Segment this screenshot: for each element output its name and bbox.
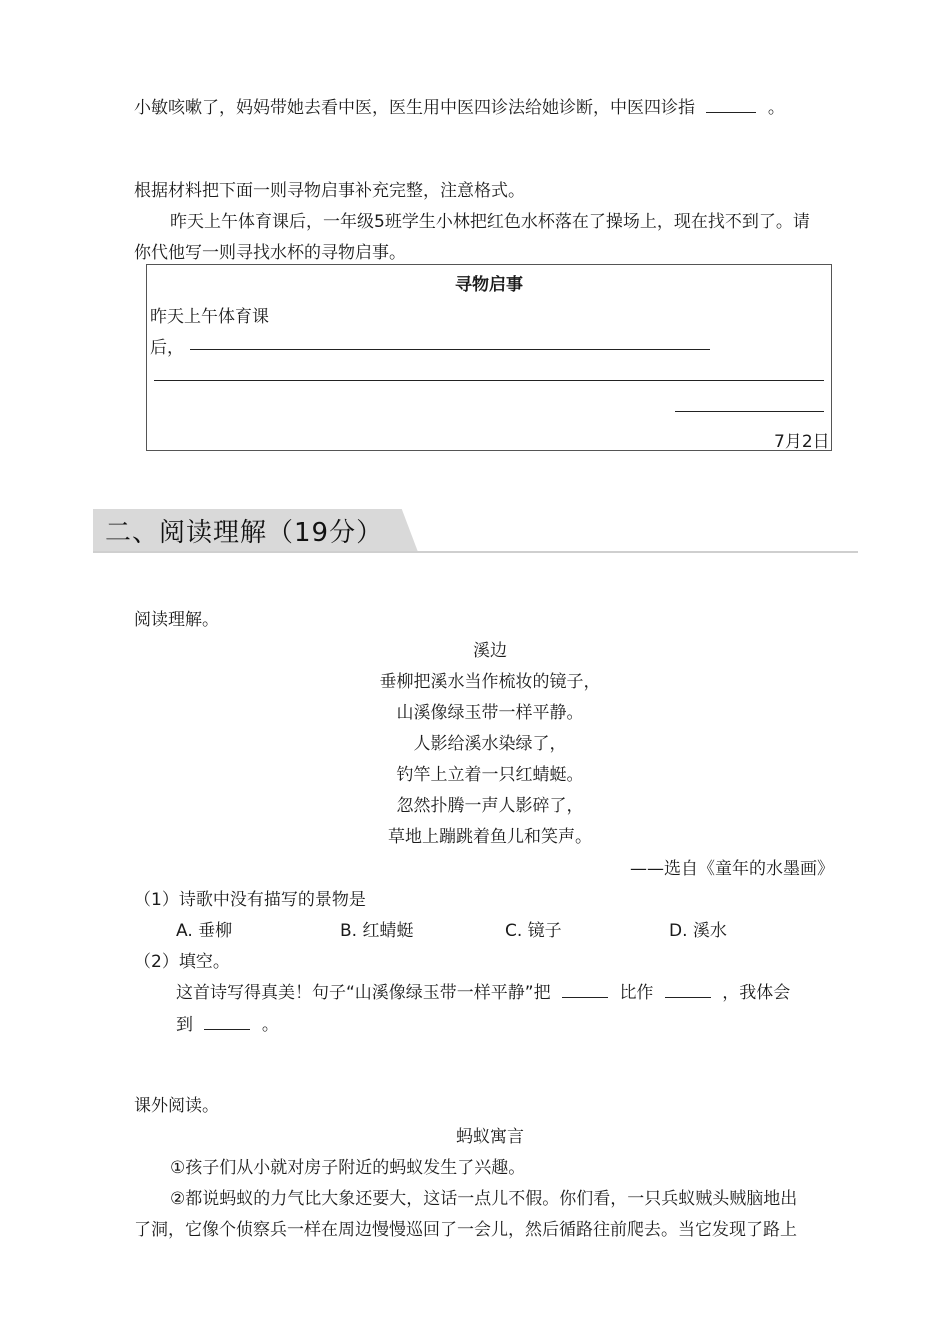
notice-answer-line-2[interactable] (154, 380, 824, 381)
q2-blank-1[interactable] (562, 997, 608, 998)
section-header (93, 509, 858, 553)
notice-material-line1: 昨天上午体育课后，一年级5班学生小林把红色水杯落在了操场上，现在找不到了。请 (170, 212, 810, 232)
question-2-line-1 (176, 978, 790, 1003)
notice-signature-line[interactable] (675, 411, 824, 412)
question-2 (134, 947, 230, 972)
option-a[interactable]: A. 垂柳 (176, 921, 233, 941)
section-header-rule (93, 551, 858, 553)
poem-line-3: 人影给溪水染绿了， (413, 734, 567, 754)
notice-box-line1: 昨天上午体育课 (150, 307, 269, 327)
question-1 (134, 885, 366, 910)
poem-title: 溪边 (473, 641, 507, 661)
option-d[interactable]: D. 溪水 (669, 921, 727, 941)
q2-blank-3[interactable] (204, 1029, 250, 1030)
notice-box-title: 寻物启事 (455, 275, 523, 295)
question-2-line-2 (176, 1010, 279, 1035)
notice-material-line2: 你代他写一则寻找水杯的寻物启事。 (134, 243, 406, 263)
reading2-title: 蚂蚁寓言 (456, 1127, 524, 1147)
tcm-question-end: 。 (767, 98, 785, 118)
poem-line-4: 钓竿上立着一只红蜻蜓。 (396, 765, 584, 785)
reading2-intro: 课外阅读。 (134, 1096, 219, 1116)
reading2-paragraph-1: ①孩子们从小就对房子附近的蚂蚁发生了兴趣。 (170, 1158, 526, 1178)
reading1-intro: 阅读理解。 (134, 610, 219, 630)
notice-answer-line-1[interactable] (190, 349, 710, 350)
question-1-number: （1） (134, 890, 179, 910)
question-2-line-1-b: 比作 (619, 983, 654, 1003)
poem-line-5: 忽然扑腾一声人影碎了， (396, 796, 584, 816)
poem-source: ——选自《童年的水墨画》 (630, 859, 834, 879)
reading2-paragraph-2-line-2: 了洞，它像个侦察兵一样在周边慢慢巡回了一会儿，然后循路往前爬去。当它发现了路上 (134, 1220, 797, 1240)
question-2-number: （2） (134, 952, 179, 972)
question-2-text: 填空。 (178, 952, 230, 972)
question-2-line-2-a: 到 (176, 1015, 193, 1035)
reading2-paragraph-2-line-1: ②都说蚂蚁的力气比大象还要大，这话一点儿不假。你们看，一只兵蚁贼头贼脑地出 (170, 1189, 798, 1209)
question-2-line-2-b: 。 (261, 1015, 279, 1035)
option-c[interactable]: C. 镜子 (505, 921, 562, 941)
question-1-text: 诗歌中没有描写的景物是 (178, 890, 366, 910)
poem-line-1: 垂柳把溪水当作梳妆的镜子， (379, 672, 601, 692)
tcm-answer-blank[interactable] (706, 112, 756, 113)
tcm-question-text: 小敏咳嗽了，妈妈带她去看中医，医生用中医四诊法给她诊断，中医四诊指 (134, 98, 695, 118)
q2-blank-2[interactable] (665, 997, 711, 998)
question-2-line-1-a: 这首诗写得真美！句子“山溪像绿玉带一样平静”把 (176, 983, 551, 1003)
poem-line-6: 草地上蹦跳着鱼儿和笑声。 (388, 827, 592, 847)
section-title: 二、阅读理解（19分） (105, 518, 384, 548)
tcm-question (134, 93, 785, 118)
question-2-line-1-c: ，我体会 (722, 983, 791, 1003)
option-b[interactable]: B. 红蜻蜓 (340, 921, 414, 941)
notice-box-line2: 后， (150, 338, 184, 358)
notice-instruction: 根据材料把下面一则寻物启事补充完整，注意格式。 (134, 181, 525, 201)
notice-box-date: 7月2日 (774, 432, 830, 452)
poem-line-2: 山溪像绿玉带一样平静。 (396, 703, 584, 723)
